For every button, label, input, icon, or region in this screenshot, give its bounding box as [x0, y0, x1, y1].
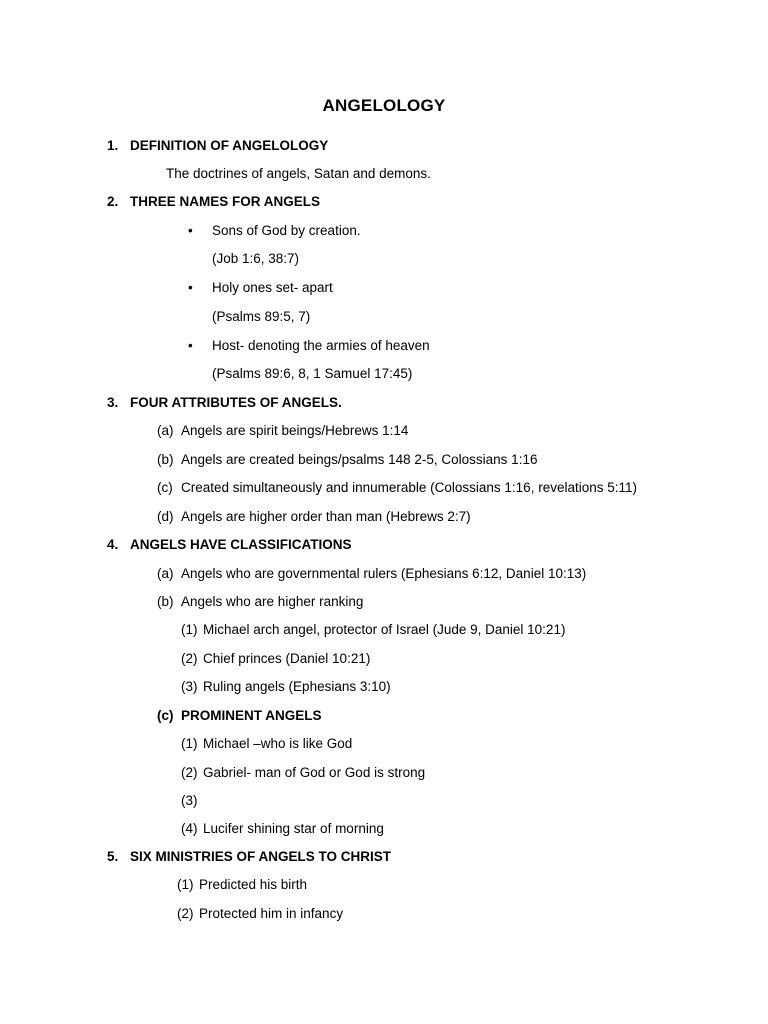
sub-list-item-text: Lucifer shining star of morning: [203, 821, 384, 836]
list-item-label: (c): [157, 708, 174, 723]
sub-list-item-label: (2): [181, 765, 198, 780]
list-item-label: (d): [157, 509, 174, 524]
list-item-text: Angels who are higher ranking: [181, 594, 364, 609]
sub-list-item: [177, 906, 343, 922]
sub-list-item: [181, 679, 391, 695]
list-item: [157, 566, 586, 582]
definition-text: The doctrines of angels, Satan and demons.: [166, 166, 431, 181]
list-item-label: (c): [157, 480, 173, 495]
section-number: 2.: [107, 194, 119, 209]
sub-list-item-label: (1): [177, 877, 194, 892]
bullet-item-text: Host- denoting the armies of heaven: [212, 338, 430, 353]
sub-list-item: [181, 821, 384, 837]
section-1-heading: [107, 138, 328, 154]
list-item-label: (b): [157, 452, 174, 467]
sub-list-item-text: Protected him in infancy: [199, 906, 344, 921]
section-number: 1.: [107, 138, 119, 153]
list-item: [157, 480, 637, 496]
section-title: FOUR ATTRIBUTES OF ANGELS.: [130, 395, 342, 410]
sub-list-item-label: (2): [181, 651, 198, 666]
section-title: SIX MINISTRIES OF ANGELS TO CHRIST: [130, 849, 392, 864]
sub-list-item-label: (4): [181, 821, 198, 836]
section-2-heading: [107, 194, 320, 210]
bullet-icon: •: [188, 223, 193, 238]
list-item: [157, 423, 408, 439]
list-item: [157, 594, 363, 610]
section-number: 5.: [107, 849, 119, 864]
sub-list-item-label: (3): [181, 793, 198, 808]
sub-list-item: [181, 651, 370, 667]
sub-list-item-label: (2): [177, 906, 194, 921]
section-5-heading: [107, 849, 391, 865]
sub-list-item: [177, 877, 307, 893]
list-item: [157, 509, 471, 525]
list-item-label: (a): [157, 423, 174, 438]
bullet-item-reference: (Psalms 89:6, 8, 1 Samuel 17:45): [212, 366, 413, 381]
bullet-item-text: Sons of God by creation.: [212, 223, 361, 238]
sub-list-item: [181, 622, 565, 638]
section-number: 3.: [107, 395, 119, 410]
list-item-text: Angels are created beings/psalms 148 2-5, Colossians 1:16: [181, 452, 538, 467]
bullet-item-text: Holy ones set- apart: [212, 280, 333, 295]
sub-list-item-text: Predicted his birth: [199, 877, 308, 892]
sub-list-item-label: (3): [181, 679, 198, 694]
list-item-label: (a): [157, 566, 174, 581]
list-item-text: PROMINENT ANGELS: [181, 708, 322, 723]
section-number: 4.: [107, 537, 119, 552]
section-3-heading: [107, 395, 342, 411]
sub-list-item-text: Ruling angels (Ephesians 3:10): [203, 679, 391, 694]
bullet-icon: •: [188, 280, 193, 295]
sub-list-item-text: Michael arch angel, protector of Israel (Jude 9, Daniel 10:21): [203, 622, 566, 637]
section-4-heading: [107, 537, 352, 553]
bullet-item-reference: (Psalms 89:5, 7): [212, 309, 311, 324]
bullet-icon: •: [188, 338, 193, 353]
section-title: THREE NAMES FOR ANGELS: [130, 194, 321, 209]
sub-list-item: [181, 736, 352, 752]
sub-list-item: [181, 765, 425, 781]
sub-list-item-label: (1): [181, 736, 198, 751]
section-title: DEFINITION OF ANGELOLOGY: [130, 138, 329, 153]
sub-list-item-label: (1): [181, 622, 198, 637]
sub-list-item-text: Chief princes (Daniel 10:21): [203, 651, 371, 666]
sub-list-item-text: Michael –who is like God: [203, 736, 353, 751]
list-item-text: Angels who are governmental rulers (Ephesians 6:12, Daniel 10:13): [181, 566, 587, 581]
sub-list-item: [181, 793, 203, 809]
page-title: ANGELOLOGY: [322, 96, 446, 115]
list-item: [157, 452, 537, 468]
list-item-label: (b): [157, 594, 174, 609]
list-item-text: Created simultaneously and innumerable (Colossians 1:16, revelations 5:11): [181, 480, 638, 495]
sub-list-item-text: Gabriel- man of God or God is strong: [203, 765, 426, 780]
bullet-item-reference: (Job 1:6, 38:7): [212, 251, 300, 266]
list-item-text: Angels are spirit beings/Hebrews 1:14: [181, 423, 409, 438]
list-item: [157, 708, 322, 724]
list-item-text: Angels are higher order than man (Hebrews 2:7): [181, 509, 471, 524]
section-title: ANGELS HAVE CLASSIFICATIONS: [130, 537, 352, 552]
